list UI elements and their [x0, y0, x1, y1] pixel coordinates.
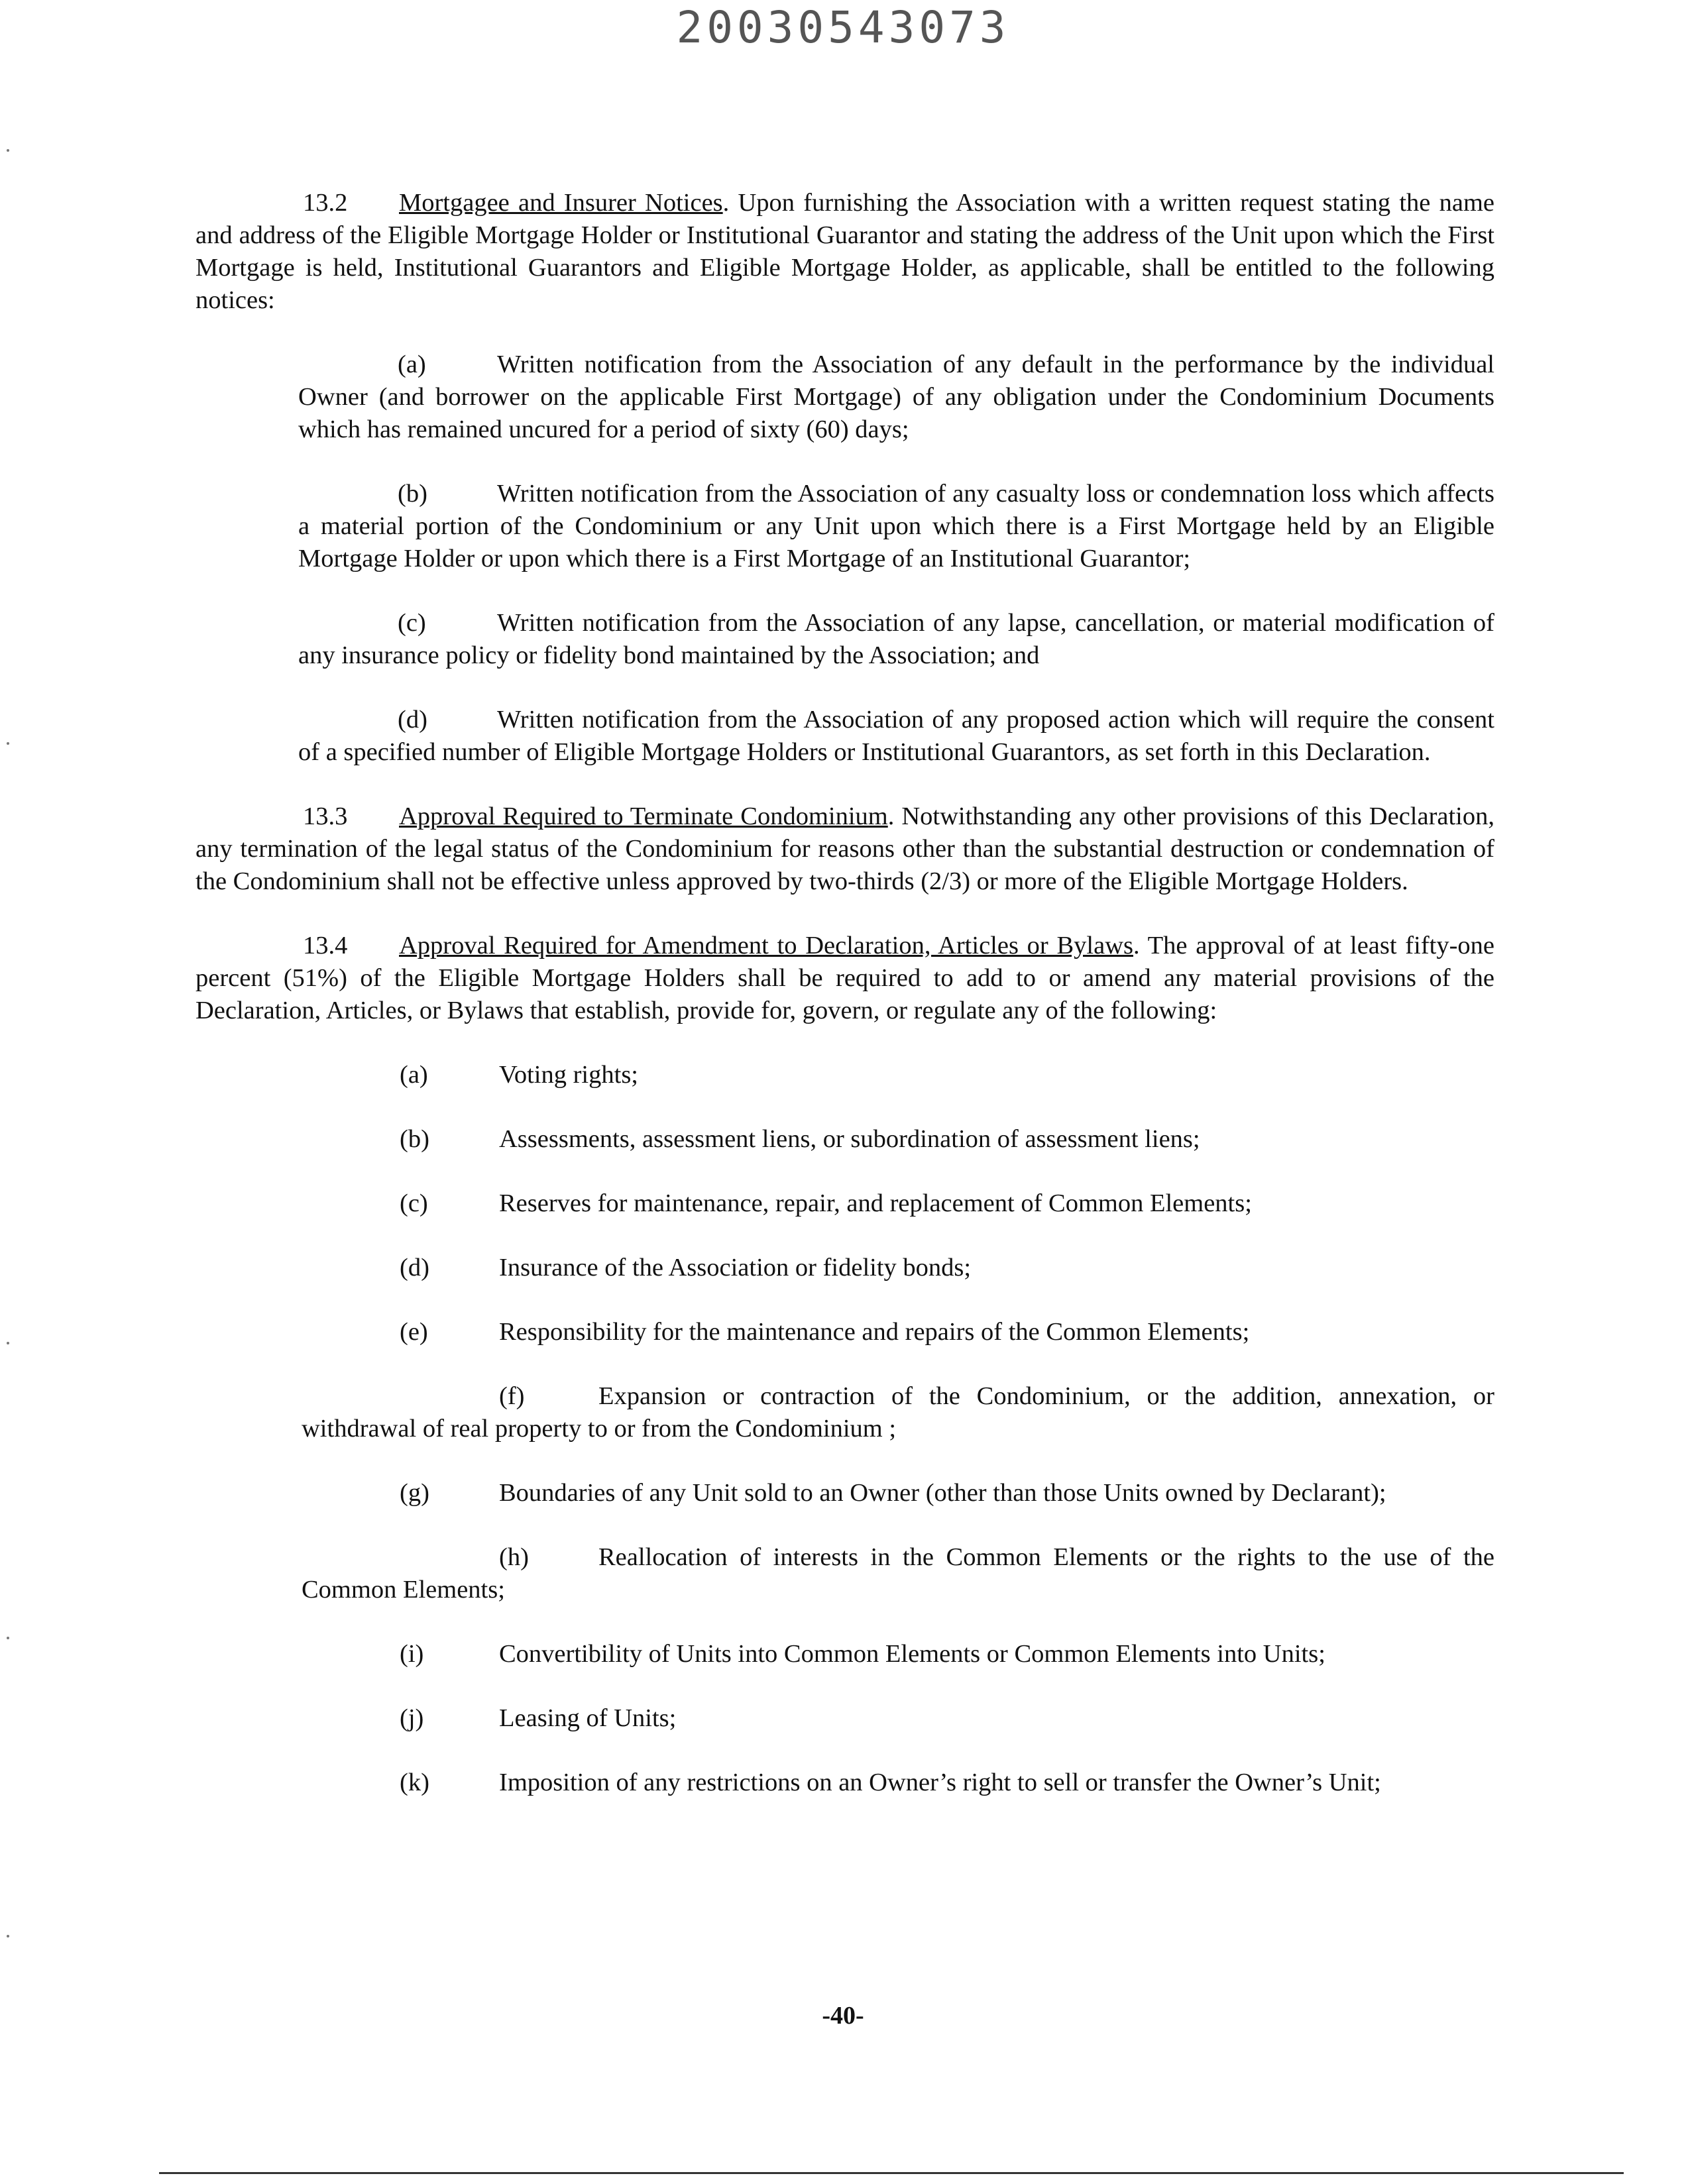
section-13-4	[196, 930, 1494, 1027]
item-label: (h)	[499, 1543, 529, 1571]
item-text: Expansion or contraction of the Condominium, or the addition, annexation, or withdrawal of real property to or from the Condominium ;	[302, 1382, 1494, 1443]
item-text: Voting rights;	[499, 1061, 639, 1089]
item-text: Reserves for maintenance, repair, and replacement of Common Elements;	[499, 1189, 1252, 1217]
list-item	[298, 704, 1494, 769]
list-item	[400, 1767, 1494, 1799]
list-item	[400, 1123, 1494, 1156]
item-label: (f)	[499, 1382, 525, 1410]
item-label: (a)	[400, 1061, 428, 1089]
item-label: (j)	[400, 1704, 424, 1732]
item-text: Written notification from the Association of any default in the performance by the individual Owner (and borrower on the applicable First Mortgage) of any obligation under the Condominium Documents which has remained uncured for a period of sixty (60) days;	[298, 351, 1494, 443]
document-number: 20030543073	[676, 2, 1010, 53]
list-item	[400, 1477, 1494, 1509]
scan-speck	[7, 742, 9, 745]
item-text: Boundaries of any Unit sold to an Owner (other than those Units owned by Declarant);	[499, 1479, 1386, 1507]
item-text: Reallocation of interests in the Common Elements or the rights to the use of the Common Elements;	[302, 1543, 1494, 1604]
item-label: (b)	[400, 1125, 429, 1153]
item-text: Assessments, assessment liens, or subordination of assessment liens;	[499, 1125, 1200, 1153]
item-text: Leasing of Units;	[499, 1704, 677, 1732]
section-body: . Upon furnishing the Association with a written request stating the name and address of the Eligible Mortgage Holder or Institutional Guarantor and stating the address of the Unit upon which the First Mortgage is held, Institutional Guarantors and Eligible Mortgage Holder, as applicable, shall be entitled to the following notices:	[196, 189, 1494, 314]
item-text: Written notification from the Association of any lapse, cancellation, or material modification of any insurance policy or fidelity bond maintained by the Association; and	[298, 609, 1494, 669]
scan-speck	[7, 149, 9, 152]
section-number: 13.3	[303, 802, 348, 830]
list-item	[298, 349, 1494, 446]
list-item	[400, 1638, 1494, 1670]
item-label: (k)	[400, 1769, 429, 1796]
item-label: (d)	[398, 706, 427, 734]
section-heading: Approval Required to Terminate Condominium	[399, 802, 888, 830]
list-item	[302, 1380, 1494, 1445]
list-item	[400, 1059, 1494, 1091]
list-item	[400, 1187, 1494, 1220]
item-label: (g)	[400, 1479, 429, 1507]
item-label: (i)	[400, 1640, 424, 1668]
section-heading: Mortgagee and Insurer Notices	[399, 189, 723, 217]
item-text: Convertibility of Units into Common Elements or Common Elements into Units;	[499, 1640, 1325, 1668]
section-13-3	[196, 800, 1494, 898]
section-number: 13.2	[303, 189, 348, 217]
item-text: Responsibility for the maintenance and repairs of the Common Elements;	[499, 1318, 1250, 1346]
scan-speck	[7, 1342, 9, 1344]
section-heading: Approval Required for Amendment to Declaration, Articles or Bylaws	[399, 932, 1133, 959]
list-item	[400, 1252, 1494, 1284]
scan-speck	[7, 1935, 9, 1938]
list-item	[298, 607, 1494, 672]
list-item	[400, 1316, 1494, 1348]
section-body: . Notwithstanding any other provisions of this Declaration, any termination of the legal status of the Condominium for reasons other than the substantial destruction or condemnation of the Condominium shall not be effective unless approved by two-thirds (2/3) or more of the Eligible Mortgage Holders.	[196, 802, 1494, 895]
item-text: Insurance of the Association or fidelity bonds;	[499, 1254, 972, 1282]
list-item	[298, 478, 1494, 575]
list-item	[302, 1541, 1494, 1606]
item-text: Written notification from the Association of any casualty loss or condemnation loss which affects a material portion of the Condominium or any Unit upon which there is a First Mortgage held by an Eligible Mortgage Holder or upon which there is a First Mortgage of an Institutional Guarantor;	[298, 480, 1494, 573]
scan-edge-line	[159, 2172, 1624, 2174]
item-label: (e)	[400, 1318, 428, 1346]
item-label: (d)	[400, 1254, 429, 1282]
item-label: (a)	[398, 351, 426, 378]
item-label: (c)	[400, 1189, 428, 1217]
scan-speck	[7, 1637, 9, 1639]
item-text: Imposition of any restrictions on an Owner’s right to sell or transfer the Owner’s Unit;	[499, 1769, 1381, 1796]
section-13-2	[196, 187, 1494, 317]
list-item	[400, 1702, 1494, 1735]
item-label: (b)	[398, 480, 427, 508]
item-label: (c)	[398, 609, 426, 637]
section-number: 13.4	[303, 932, 348, 959]
page-body	[196, 187, 1494, 1831]
section-body: . The approval of at least fifty-one percent (51%) of the Eligible Mortgage Holders shall be required to add to or amend any material provisions of the Declaration, Articles, or Bylaws that establish, provide for, govern, or regulate any of the following:	[196, 932, 1494, 1024]
page-number: -40-	[822, 2002, 864, 2030]
item-text: Written notification from the Association of any proposed action which will require the consent of a specified number of Eligible Mortgage Holders or Institutional Guarantors, as set forth in this Declaration.	[298, 706, 1494, 766]
